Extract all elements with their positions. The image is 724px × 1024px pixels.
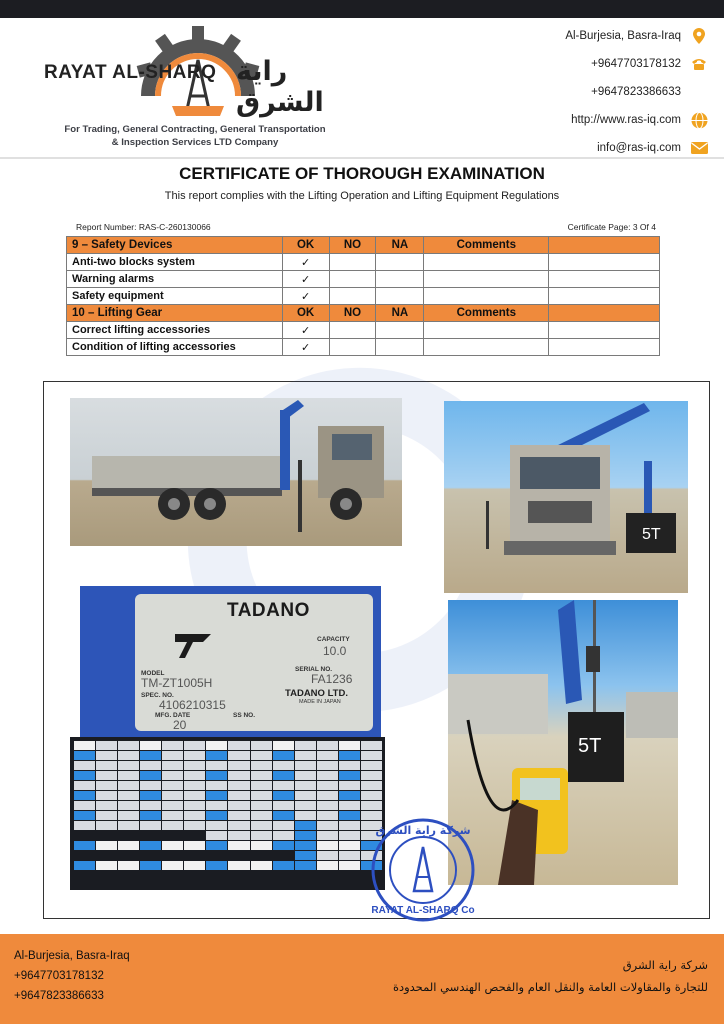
- tagline-line-2: & Inspection Services LTD Company: [111, 137, 279, 148]
- col-no: NO: [329, 237, 376, 254]
- stamp-english-text: RAYAT AL-SHARQ Co: [371, 905, 475, 916]
- logo-arabic-text: راية الشرق: [236, 56, 324, 118]
- document-title: CERTIFICATE OF THOROUGH EXAMINATION: [179, 164, 545, 183]
- footer-phone-1[interactable]: +9647703178132: [14, 970, 104, 982]
- phone-icon: [690, 55, 708, 73]
- stamp-arabic-text: شركة راية الشرق: [375, 824, 471, 837]
- truck-side-illustration: [70, 398, 402, 546]
- load-test-illustration: [448, 600, 678, 885]
- tagline-line-1: For Trading, General Contracting, General Transportation: [64, 124, 326, 135]
- phone-2-text[interactable]: +9647823386633: [591, 86, 681, 98]
- tadano-nameplate-photo: [80, 586, 381, 737]
- footer-company-arabic: [328, 954, 708, 998]
- company-stamp: [368, 815, 478, 925]
- truck-side-photo: [70, 398, 402, 546]
- spacer-icon: [690, 83, 708, 101]
- date-value: 20: [173, 718, 187, 732]
- ok-checkmark: ✓: [282, 254, 329, 271]
- location-pin-icon: [690, 27, 708, 45]
- load-block-label: 5T: [578, 735, 602, 757]
- col-no: NO: [329, 305, 376, 322]
- footer: [0, 934, 724, 1024]
- top-bar: [0, 0, 724, 18]
- section-9-header: [67, 237, 660, 254]
- table-row: [67, 254, 660, 271]
- contact-website[interactable]: [508, 106, 708, 134]
- footer-contact: [14, 946, 130, 1006]
- footer-company-description: للتجارة والمقاولات العامة والنقل العام والفحص الهندسي المحدودة: [392, 980, 708, 994]
- serial-value: FA1236: [311, 672, 353, 686]
- load-chart-grid: [74, 741, 382, 886]
- item-label: Anti-two blocks system: [67, 254, 283, 271]
- footer-phone-2[interactable]: +9647823386633: [14, 990, 104, 1002]
- logo-english-text: RAYAT AL-SHARQ: [44, 62, 217, 83]
- load-block-label: 5T: [642, 526, 661, 543]
- col-na: NA: [376, 237, 424, 254]
- item-label: Safety equipment: [67, 288, 283, 305]
- ok-checkmark: ✓: [282, 339, 329, 356]
- contact-phone-1[interactable]: [508, 50, 708, 78]
- model-label: MODEL: [141, 670, 165, 677]
- certificate-page: Certificate Page: 3 Of 4: [567, 222, 656, 232]
- section-10-header: [67, 305, 660, 322]
- nameplate-brand: TADANO: [227, 600, 310, 621]
- col-comments: Comments: [424, 237, 549, 254]
- contact-block: [508, 22, 708, 162]
- nameplate: [135, 594, 373, 731]
- item-label: Correct lifting accessories: [67, 322, 283, 339]
- col-comments: Comments: [424, 305, 549, 322]
- date-label: MFG. DATE: [155, 712, 191, 719]
- col-na: NA: [376, 305, 424, 322]
- spec-value: 4106210315: [159, 698, 226, 712]
- col-ok: OK: [282, 237, 329, 254]
- serial-label: SERIAL NO.: [295, 666, 333, 673]
- header-divider: [0, 157, 724, 159]
- ok-checkmark: ✓: [282, 288, 329, 305]
- load-test-photo: [448, 600, 678, 885]
- model-value: TM-ZT1005H: [141, 676, 213, 690]
- col-extra: [549, 237, 660, 254]
- company-logo: [40, 26, 350, 121]
- footer-address: Al-Burjesia, Basra-Iraq: [14, 950, 130, 962]
- ok-checkmark: ✓: [282, 271, 329, 288]
- nameplate-made-in: MADE IN JAPAN: [299, 699, 341, 705]
- section-9-title: 9 – Safety Devices: [67, 237, 283, 254]
- col-ok: OK: [282, 305, 329, 322]
- company-tagline: [30, 123, 360, 149]
- report-number: Report Number: RAS-C-260130066: [76, 222, 211, 232]
- load-chart-photo: [70, 737, 385, 890]
- ss-label: SS NO.: [233, 712, 256, 719]
- contact-address: [508, 22, 708, 50]
- document-subtitle: This report complies with the Lifting Operation and Lifting Equipment Regulations: [164, 190, 560, 202]
- globe-icon: [690, 111, 708, 129]
- email-link[interactable]: info@ras-iq.com: [597, 142, 681, 154]
- table-row: [67, 288, 660, 305]
- phone-1-text[interactable]: +9647703178132: [591, 58, 681, 70]
- mail-icon: [690, 139, 708, 157]
- table-row: [67, 271, 660, 288]
- tadano-logo-icon: [173, 630, 213, 660]
- ok-checkmark: ✓: [282, 322, 329, 339]
- nameplate-maker: TADANO LTD.: [285, 688, 348, 699]
- capacity-label: CAPACITY: [317, 636, 350, 643]
- truck-front-photo: [444, 401, 688, 593]
- address-text: Al-Burjesia, Basra-Iraq: [565, 30, 681, 42]
- footer-company-name: شركة راية الشرق: [622, 958, 708, 972]
- col-extra: [549, 305, 660, 322]
- capacity-value: 10.0: [323, 644, 347, 658]
- item-label: Condition of lifting accessories: [67, 339, 283, 356]
- spec-label: SPEC. NO.: [141, 692, 174, 699]
- contact-phone-2[interactable]: [508, 78, 708, 106]
- item-label: Warning alarms: [67, 271, 283, 288]
- website-link[interactable]: http://www.ras-iq.com: [571, 114, 681, 126]
- truck-front-illustration: [444, 401, 688, 593]
- section-10-title: 10 – Lifting Gear: [67, 305, 283, 322]
